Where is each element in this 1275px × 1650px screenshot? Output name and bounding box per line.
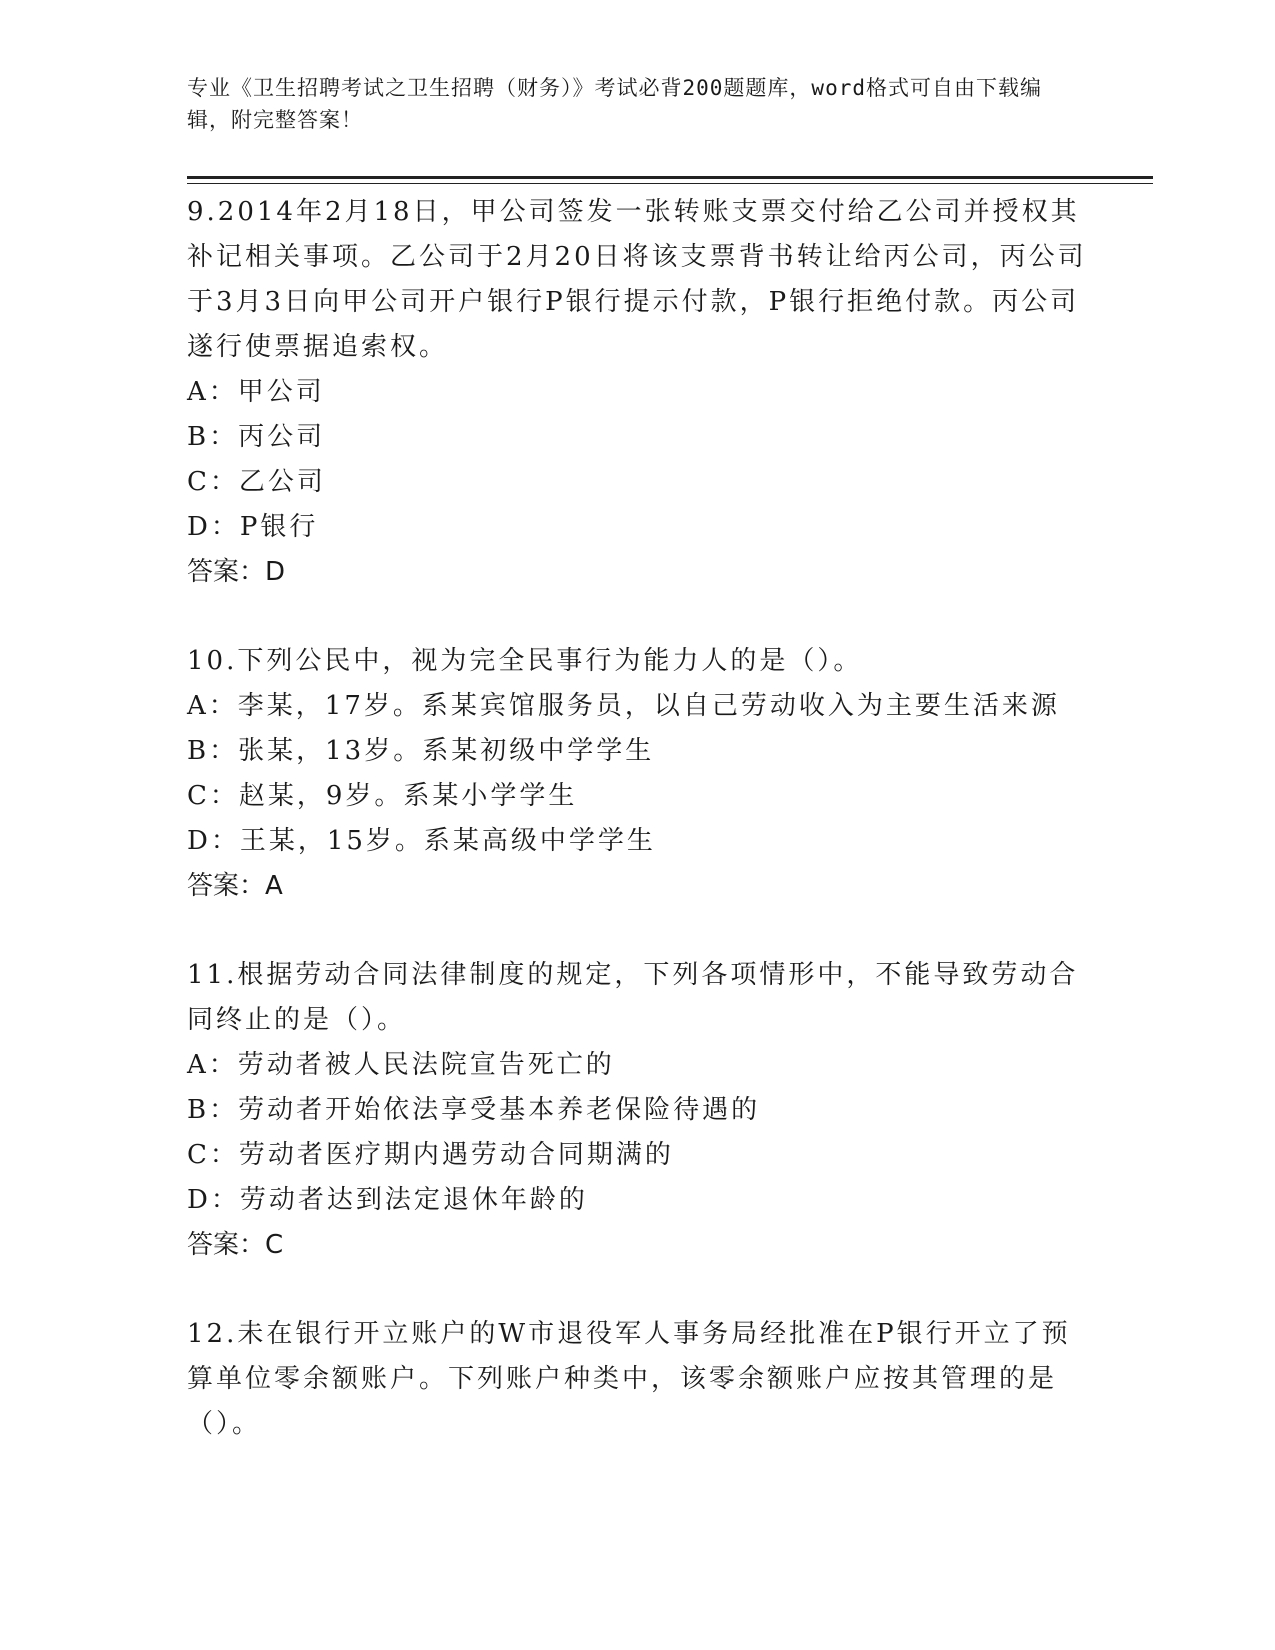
option-a: A：劳动者被人民法院宣告死亡的	[187, 1050, 615, 1080]
option-c: C：乙公司	[187, 467, 326, 497]
question-stem: 12.未在银行开立账户的W市退役军人事务局经批准在P银行开立了预算单位零余额账户。下列账户种类中，该零余额账户应按其管理的是（）。	[187, 1319, 1071, 1439]
option-c: C：赵某，9岁。系某小学学生	[187, 781, 578, 811]
answer-line: 答案：C	[187, 1230, 284, 1260]
header-divider-thick	[187, 176, 1153, 179]
document-header: 专业《卫生招聘考试之卫生招聘（财务）》考试必背200题题库，word格式可自由下载编辑，附完整答案！	[187, 76, 1042, 132]
question-stem: 10.下列公民中，视为完全民事行为能力人的是（）。	[187, 646, 863, 676]
question-11	[187, 953, 1087, 1268]
header-divider-thin	[187, 183, 1153, 184]
question-9	[187, 190, 1087, 595]
question-12	[187, 1312, 1087, 1447]
option-d: D：劳动者达到法定退休年龄的	[187, 1185, 588, 1215]
question-list	[187, 190, 1087, 1491]
option-a: A：甲公司	[187, 377, 325, 407]
answer-line: 答案：D	[187, 557, 286, 587]
answer-line: 答案：A	[187, 871, 283, 901]
option-d: D：P银行	[187, 512, 319, 542]
question-stem: 11.根据劳动合同法律制度的规定，下列各项情形中，不能导致劳动合同终止的是（）。	[187, 960, 1079, 1035]
question-stem: 9.2014年2月18日，甲公司签发一张转账支票交付给乙公司并授权其补记相关事项。乙公司于2月20日将该支票背书转让给丙公司，丙公司于3月3日向甲公司开户银行P银行提示付款，P银行拒绝付款。丙公司遂行使票据追索权。	[187, 197, 1087, 362]
option-b: B：丙公司	[187, 422, 326, 452]
option-b: B：张某，13岁。系某初级中学学生	[187, 736, 655, 766]
option-a: A：李某，17岁。系某宾馆服务员，以自己劳动收入为主要生活来源	[187, 691, 1060, 721]
option-c: C：劳动者医疗期内遇劳动合同期满的	[187, 1140, 674, 1170]
option-b: B：劳动者开始依法享受基本养老保险待遇的	[187, 1095, 761, 1125]
question-10	[187, 639, 1087, 909]
option-d: D：王某，15岁。系某高级中学学生	[187, 826, 656, 856]
